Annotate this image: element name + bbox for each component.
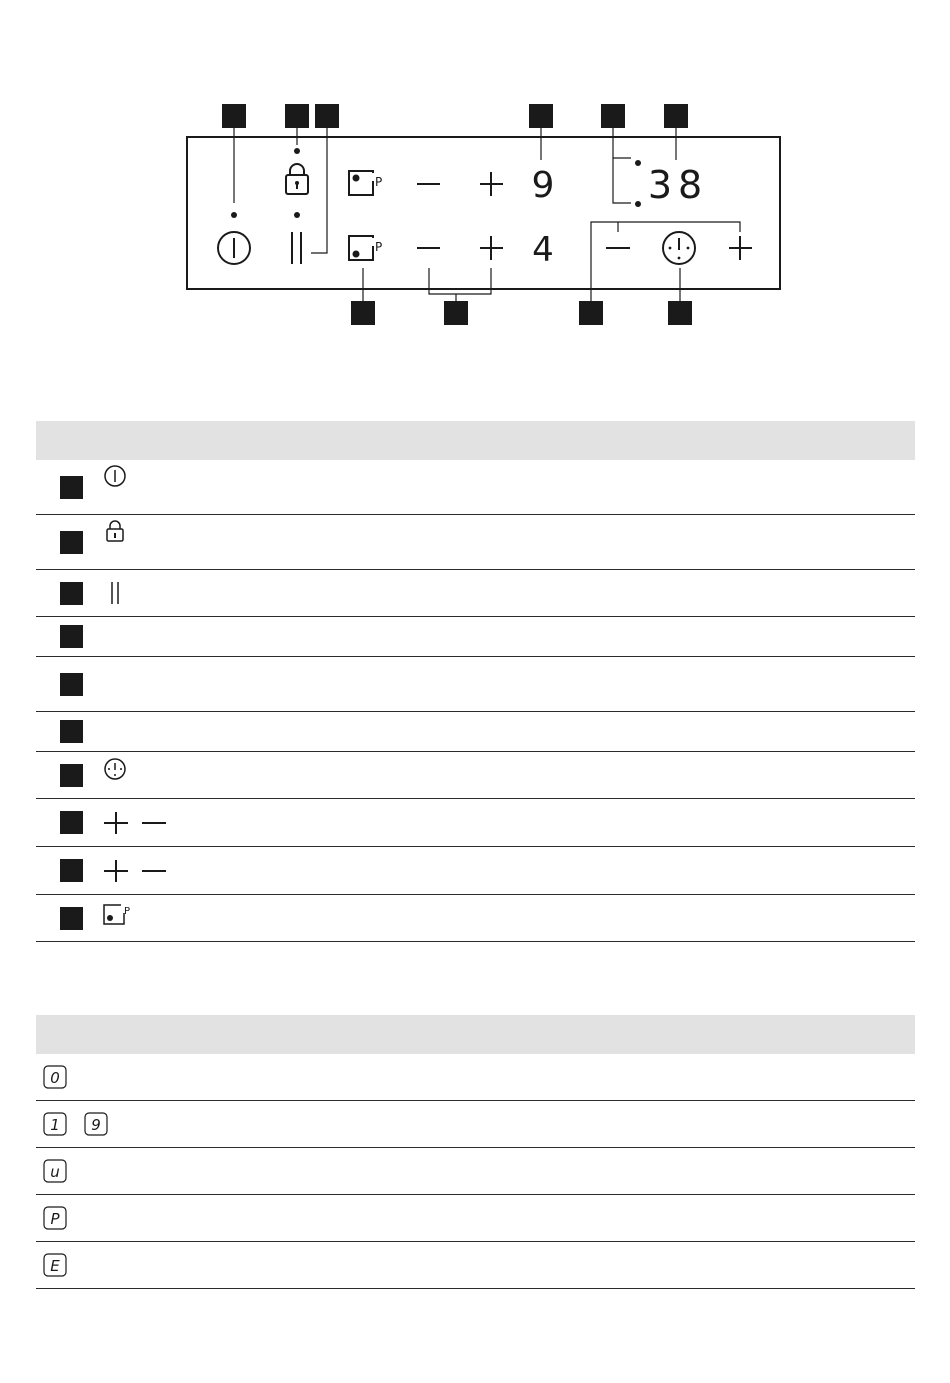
table-row [36,1148,915,1195]
program-letter: P [124,906,131,917]
table-row [36,752,915,799]
timer-icon[interactable] [663,232,695,264]
zone-top-display: 9 [531,165,555,206]
callout-marker [222,104,246,128]
callout-marker [60,582,83,605]
panel-frame [187,137,780,289]
display-glyph [43,1112,67,1136]
callout-marker [668,301,692,325]
plus-icon [103,811,129,835]
zone-bottom-display: 4 [532,230,554,270]
table-row [36,712,915,752]
program-top-letter: P [375,175,383,189]
table-row [36,617,915,657]
table-header [36,421,915,460]
glyph-text: P [50,1210,60,1228]
lock-indicator-dot [294,148,300,154]
pause-indicator-dot [294,212,300,218]
table-row [36,895,915,942]
lock-icon [103,519,127,543]
callout-marker [60,764,83,787]
glyph-text: 0 [50,1069,60,1087]
timer-plus-button[interactable] [729,236,752,260]
zone-bottom-plus-button[interactable] [480,236,503,260]
lock-icon[interactable] [286,164,308,194]
minus-icon [141,859,167,883]
display-glyph [43,1206,67,1230]
timer-icon [103,757,127,781]
callout-marker [60,811,83,834]
pause-icon[interactable] [292,232,301,264]
callout-marker [315,104,339,128]
table-row [36,1195,915,1242]
table-row [36,1054,915,1101]
callout-marker [601,104,625,128]
display-glyph [84,1112,108,1136]
control-panel-diagram [0,0,950,340]
callout-marker [60,859,83,882]
display-table [36,1015,915,1289]
callout-marker [529,104,553,128]
on-off-icon[interactable] [218,232,250,264]
table-row [36,1101,915,1148]
on-indicator-dot [231,212,237,218]
callout-marker [444,301,468,325]
program-bottom-letter: P [375,240,383,254]
pause-icon [103,581,127,605]
timer-display: 38 [647,163,709,207]
table-row [36,1242,915,1289]
display-glyph [43,1065,67,1089]
plus-icon [103,859,129,883]
table-row [36,847,915,895]
glyph-text: E [50,1257,60,1275]
glyph-text: 9 [91,1116,101,1134]
program-bottom-icon[interactable] [349,236,382,260]
callout-marker [60,531,83,554]
table-row [36,515,915,570]
zone-top-plus-button[interactable] [480,172,503,196]
glyph-text: u [50,1163,60,1181]
glyph-text: 1 [50,1116,60,1134]
table-row [36,799,915,847]
callout-marker [664,104,688,128]
program-top-icon[interactable] [349,171,382,195]
display-glyph [43,1159,67,1183]
controls-table [36,421,915,942]
minus-icon [141,811,167,835]
callout-marker [579,301,603,325]
callout-marker [60,476,83,499]
callout-marker [60,907,83,930]
callout-marker [60,625,83,648]
timer-indicator-bottom [635,201,641,207]
callout-marker [285,104,309,128]
program-icon [103,902,135,926]
callout-marker [351,301,375,325]
display-glyph [43,1253,67,1277]
leader-lines [234,128,740,301]
table-row [36,570,915,617]
callout-marker [60,673,83,696]
on-off-icon [103,464,127,488]
callout-marker [60,720,83,743]
table-row [36,657,915,712]
table-header [36,1015,915,1054]
table-row [36,460,915,515]
timer-indicator-top [635,160,641,166]
